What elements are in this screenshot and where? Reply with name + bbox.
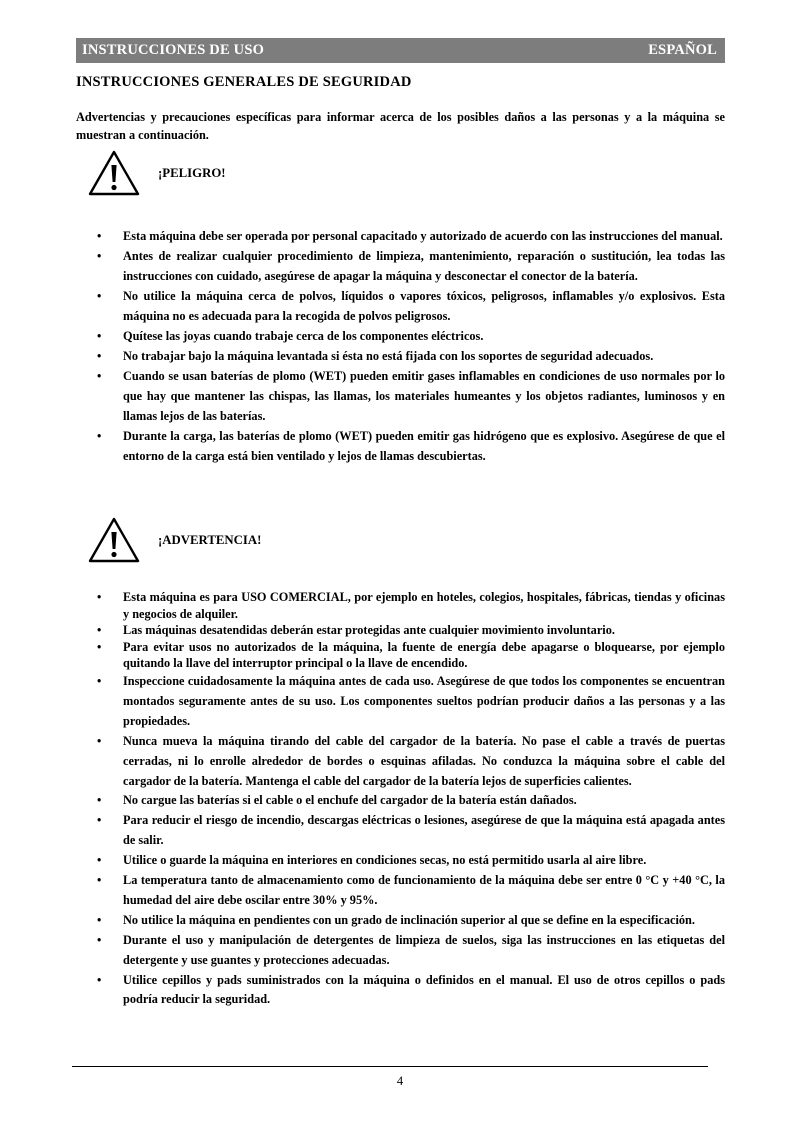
- list-item: • Utilice o guarde la máquina en interiores en condiciones secas, no está permitido usarla al aire libre.: [123, 851, 725, 871]
- list-item: • Nunca mueva la máquina tirando del cable del cargador de la batería. No pase el cable a través de puertas cerradas, ni lo enrolle alrededor de bordes o esquinas afiladas. No conduzca la máquina sobre el cable del cargador de la batería. Mantenga el cable del cargador de la batería lejos de superficies calientes.: [123, 732, 725, 792]
- list-item: • La temperatura tanto de almacenamiento como de funcionamiento de la máquina debe ser entre 0 °C y +40 °C, la humedad del aire debe oscilar entre 30% y 95%.: [123, 871, 725, 911]
- section-title: INSTRUCCIONES GENERALES DE SEGURIDAD: [76, 74, 412, 90]
- list-item: • No cargue las baterías si el cable o el enchufe del cargador de la batería están dañados.: [123, 791, 725, 811]
- footer-divider: [72, 1066, 708, 1067]
- list-item: • Quítese las joyas cuando trabaje cerca de los componentes eléctricos.: [123, 326, 725, 346]
- list-item: • No utilice la máquina cerca de polvos, líquidos o vapores tóxicos, peligrosos, inflamables y/o explosivos. Esta máquina no es adecuada para la recogida de polvos peligrosos.: [123, 286, 725, 326]
- header-title: INSTRUCCIONES DE USO: [82, 42, 265, 58]
- list-item: • Utilice cepillos y pads suministrados con la máquina o definidos en el manual. El uso de otros cepillos o pads podría reducir la seguridad.: [123, 971, 725, 1011]
- list-item: • Cuando se usan baterías de plomo (WET) pueden emitir gases inflamables en condiciones de uso normales por lo que hay que mantener las chispas, las llamas, los materiales humeantes y los objetos radiantes, luminosos y en llamas lejos de las baterías.: [123, 366, 725, 426]
- list-item: • Esta máquina es para USO COMERCIAL, por ejemplo en hoteles, colegios, hospitales, fábricas, tiendas y oficinas y negocios de alquiler.: [123, 589, 725, 622]
- warning-triangle-icon: [88, 150, 140, 196]
- list-item: • Inspeccione cuidadosamente la máquina antes de cada uso. Asegúrese de que todos los componentes se encuentran montados seguramente antes de su uso. Los componentes sueltos podrían producir daños a las personas y a las propiedades.: [123, 672, 725, 732]
- intro-paragraph: Advertencias y precauciones específicas para informar acerca de los posibles daños a las personas y a la máquina se muestran a continuación.: [76, 110, 725, 142]
- danger-list: [123, 226, 725, 466]
- danger-heading: [88, 150, 226, 196]
- list-item: • No trabajar bajo la máquina levantada si ésta no está fijada con los soportes de seguridad adecuados.: [123, 346, 725, 366]
- list-item: • Durante el uso y manipulación de detergentes de limpieza de suelos, siga las instrucciones en las etiquetas del detergente y use guantes y protecciones adecuadas.: [123, 931, 725, 971]
- list-item: • Antes de realizar cualquier procedimiento de limpieza, mantenimiento, reparación o sustitución, lea todas las instrucciones con cuidado, asegúrese de apagar la máquina y desconectar el conector de la batería.: [123, 246, 725, 286]
- list-item: • Las máquinas desatendidas deberán estar protegidas ante cualquier movimiento involuntario.: [123, 622, 725, 639]
- page-number: 4: [396, 1074, 404, 1088]
- list-item: • Para evitar usos no autorizados de la máquina, la fuente de energía debe apagarse o bloquearse, por ejemplo quitando la llave del interruptor principal o la llave de encendido.: [123, 639, 725, 672]
- list-item: • Esta máquina debe ser operada por personal capacitado y autorizado de acuerdo con las instrucciones del manual.: [123, 226, 725, 246]
- warning-label: ¡ADVERTENCIA!: [158, 532, 262, 547]
- list-item: • No utilice la máquina en pendientes con un grado de inclinación superior al que se define en la especificación.: [123, 911, 725, 931]
- warning-triangle-icon: [88, 517, 140, 563]
- warning-list: [123, 589, 725, 1010]
- header-language: ESPAÑOL: [648, 42, 717, 58]
- danger-label: ¡PELIGRO!: [158, 165, 226, 180]
- list-item: • Para reducir el riesgo de incendio, descargas eléctricas o lesiones, asegúrese de que la máquina está apagada antes de salir.: [123, 811, 725, 851]
- header-bar: [76, 38, 725, 63]
- list-item: • Durante la carga, las baterías de plomo (WET) pueden emitir gas hidrógeno que es explosivo. Asegúrese de que el entorno de la carga está bien ventilado y lejos de llamas descubiertas.: [123, 426, 725, 466]
- warning-heading: [88, 517, 261, 563]
